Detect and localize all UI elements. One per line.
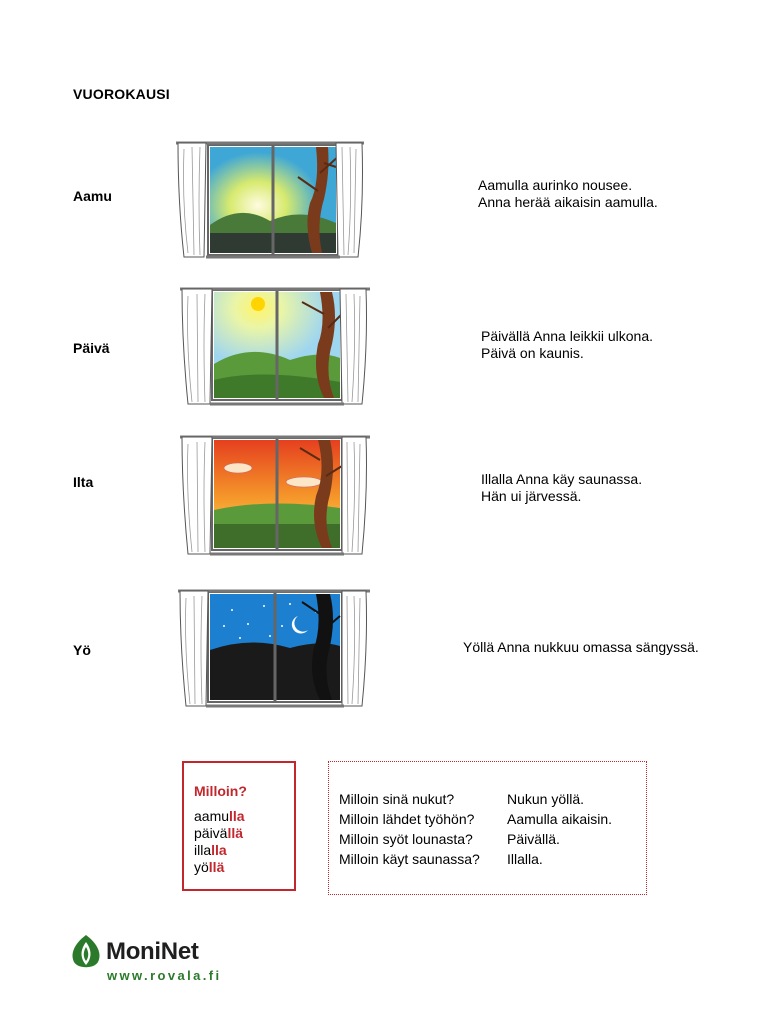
question: Milloin sinä nukut?	[339, 791, 455, 807]
sentence-line: Anna herää aikaisin aamulla.	[478, 194, 658, 210]
question: Milloin käyt saunassa?	[339, 851, 480, 867]
sentence-line: Hän ui järvessä.	[481, 488, 582, 504]
question: Milloin lähdet työhön?	[339, 811, 475, 827]
sentence-line: Päivällä Anna leikkii ulkona.	[481, 328, 653, 344]
word-stem: aamu	[194, 808, 230, 824]
morning-window-illustration	[170, 133, 370, 265]
row-label-ilta: Ilta	[73, 474, 94, 490]
word-aamulla	[194, 808, 245, 825]
word-yolla	[194, 859, 245, 876]
sentence-line: Yöllä Anna nukkuu omassa sängyssä.	[463, 639, 699, 655]
word-paivalla	[194, 825, 245, 842]
milloin-word-list	[194, 808, 245, 876]
night-window-illustration	[170, 586, 370, 716]
page-title: VUOROKAUSI	[73, 86, 170, 102]
logo-url: www.rovala.fi	[107, 968, 222, 983]
question: Milloin syöt lounasta?	[339, 831, 473, 847]
milloin-heading: Milloin?	[194, 783, 247, 799]
sentence-line: Päivä on kaunis.	[481, 345, 584, 361]
word-illalla	[194, 842, 245, 859]
logo-name: MoniNet	[106, 938, 199, 965]
milloin-grammar-box	[182, 761, 296, 891]
row-label-yo: Yö	[73, 642, 91, 658]
qa-row	[339, 809, 612, 829]
sentence-ilta	[481, 471, 642, 505]
word-suffix: llä	[208, 859, 225, 875]
sentence-yo	[463, 639, 699, 656]
qa-row	[339, 789, 612, 809]
sentence-line: Aamulla aurinko nousee.	[478, 177, 633, 193]
row-label-paiva: Päivä	[73, 340, 110, 356]
sentence-paiva	[481, 328, 653, 362]
sentence-line: Illalla Anna käy saunassa.	[481, 471, 643, 487]
qa-row	[339, 849, 612, 869]
qa-list	[339, 789, 612, 869]
row-label-aamu: Aamu	[73, 188, 112, 204]
answer: Nukun yöllä.	[507, 791, 585, 807]
answer: Illalla.	[507, 851, 543, 867]
word-suffix: lla	[211, 842, 227, 858]
answer: Aamulla aikaisin.	[507, 811, 613, 827]
sentence-aamu	[478, 177, 658, 211]
day-window-illustration	[170, 284, 370, 414]
evening-window-illustration	[170, 432, 370, 562]
question-answer-box	[328, 761, 647, 895]
word-suffix: lla	[229, 808, 245, 824]
word-stem: yö	[194, 859, 209, 875]
answer: Päivällä.	[507, 831, 560, 847]
qa-row	[339, 829, 612, 849]
moninet-logo	[70, 932, 240, 986]
word-stem: päivä	[194, 825, 228, 841]
word-stem: illa	[194, 842, 212, 858]
leaf-icon	[70, 934, 102, 970]
word-suffix: llä	[227, 825, 244, 841]
